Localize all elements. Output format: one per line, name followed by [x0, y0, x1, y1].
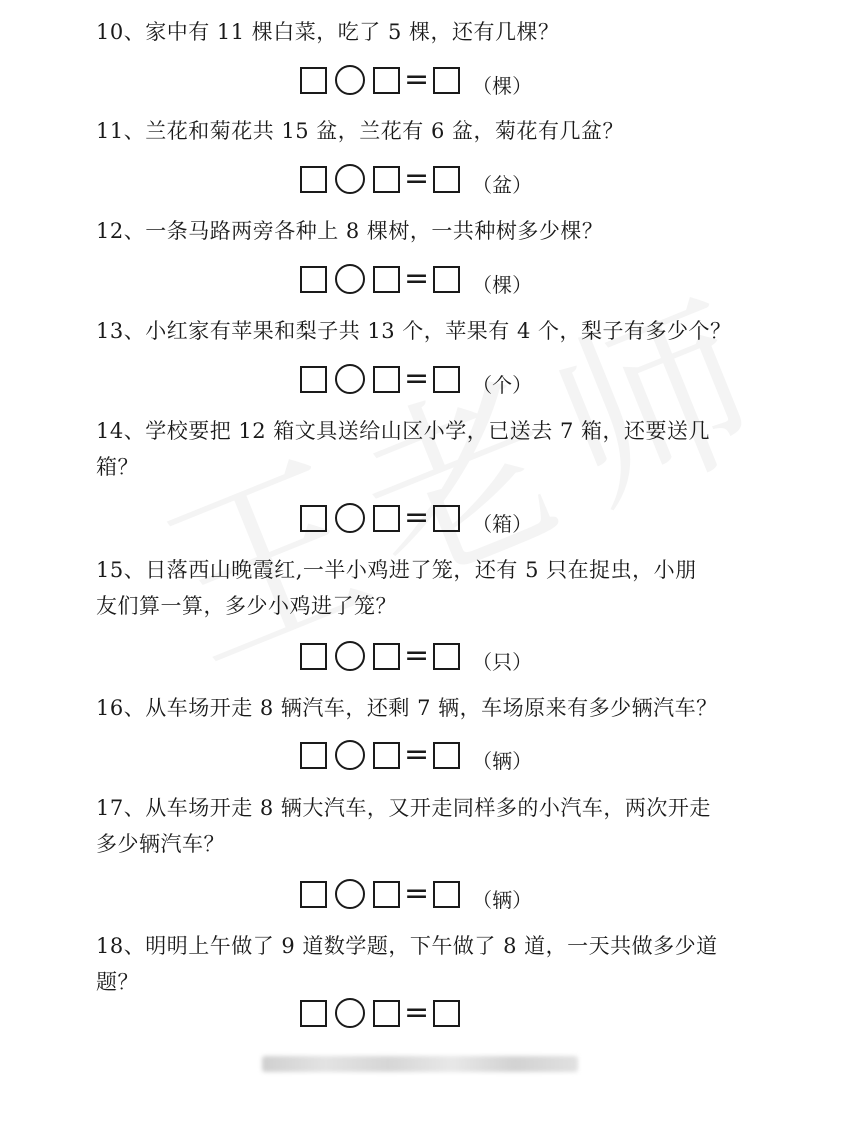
answer-box[interactable] [373, 166, 400, 193]
unit-label: （辆） [472, 887, 533, 912]
operator-circle[interactable] [335, 164, 365, 194]
operator-circle[interactable] [335, 264, 365, 294]
result-box[interactable] [433, 266, 460, 293]
answer-equation-18-cutoff [300, 995, 560, 1030]
answer-box[interactable] [300, 366, 327, 393]
answer-equation-18 [300, 995, 460, 1031]
answer-equation-10 [300, 62, 532, 98]
result-box[interactable] [433, 366, 460, 393]
blurred-caption [262, 1056, 578, 1072]
operator-circle[interactable] [335, 65, 365, 95]
question-13: 13、小红家有苹果和梨子共 13 个，苹果有 4 个，梨子有多少个？ [96, 319, 732, 343]
question-11: 11、兰花和菊花共 15 盆，兰花有 6 盆，菊花有几盆？ [96, 119, 625, 143]
answer-box[interactable] [300, 1000, 327, 1027]
answer-equation-11 [300, 161, 532, 197]
answer-box[interactable] [373, 643, 400, 670]
equals-sign: = [404, 261, 430, 296]
question-14: 14、学校要把 12 箱文具送给山区小学，已送去 7 箱，还要送几 箱？ [96, 419, 711, 479]
result-box[interactable] [433, 742, 460, 769]
equals-sign: = [404, 361, 430, 396]
answer-equation-16 [300, 737, 532, 773]
equals-sign: = [404, 638, 430, 673]
answer-box[interactable] [300, 166, 327, 193]
question-18: 18、明明上午做了 9 道数学题，下午做了 8 道，一天共做多少道 题？ [96, 934, 718, 994]
equals-sign: = [404, 161, 430, 196]
result-box[interactable] [433, 1000, 460, 1027]
equals-sign: = [404, 876, 430, 911]
unit-label: （个） [472, 372, 533, 397]
answer-box[interactable] [373, 505, 400, 532]
operator-circle[interactable] [335, 364, 365, 394]
answer-box[interactable] [373, 67, 400, 94]
answer-equation-12 [300, 261, 532, 297]
answer-equation-13 [300, 361, 532, 397]
answer-box[interactable] [373, 266, 400, 293]
question-17: 17、从车场开走 8 辆大汽车，又开走同样多的小汽车，两次开走 多少辆汽车？ [96, 796, 711, 856]
answer-box[interactable] [373, 742, 400, 769]
answer-box[interactable] [300, 266, 327, 293]
answer-box[interactable] [300, 881, 327, 908]
operator-circle[interactable] [335, 740, 365, 770]
unit-label: （盆） [472, 172, 533, 197]
unit-label: （棵） [472, 272, 533, 297]
equals-sign: = [404, 995, 430, 1030]
unit-label: （只） [472, 649, 533, 674]
question-10: 10、家中有 11 棵白菜，吃了 5 棵，还有几棵？ [96, 20, 560, 44]
unit-label: （辆） [472, 748, 533, 773]
question-12: 12、一条马路两旁各种上 8 棵树，一共种树多少棵？ [96, 219, 604, 243]
equals-sign: = [404, 737, 430, 772]
result-box[interactable] [433, 505, 460, 532]
answer-equation-17 [300, 876, 532, 912]
answer-box[interactable] [373, 881, 400, 908]
answer-box[interactable] [300, 67, 327, 94]
operator-circle[interactable] [335, 879, 365, 909]
result-box[interactable] [433, 643, 460, 670]
result-box[interactable] [433, 166, 460, 193]
operator-circle[interactable] [335, 998, 365, 1028]
answer-equation-15 [300, 638, 532, 674]
result-box[interactable] [433, 67, 460, 94]
equals-sign: = [404, 500, 430, 535]
answer-box[interactable] [300, 742, 327, 769]
result-box[interactable] [433, 881, 460, 908]
operator-circle[interactable] [335, 641, 365, 671]
equals-sign: = [404, 62, 430, 97]
answer-box[interactable] [300, 505, 327, 532]
answer-box[interactable] [373, 1000, 400, 1027]
question-15: 15、日落西山晚霞红,一半小鸡进了笼，还有 5 只在捉虫，小朋 友们算一算，多少小鸡进了笼？ [96, 558, 697, 618]
unit-label: （箱） [472, 511, 533, 536]
answer-equation-14 [300, 500, 532, 536]
operator-circle[interactable] [335, 503, 365, 533]
answer-box[interactable] [373, 366, 400, 393]
answer-box[interactable] [300, 643, 327, 670]
question-16: 16、从车场开走 8 辆汽车，还剩 7 辆，车场原来有多少辆汽车？ [96, 696, 718, 720]
unit-label: （棵） [472, 73, 533, 98]
